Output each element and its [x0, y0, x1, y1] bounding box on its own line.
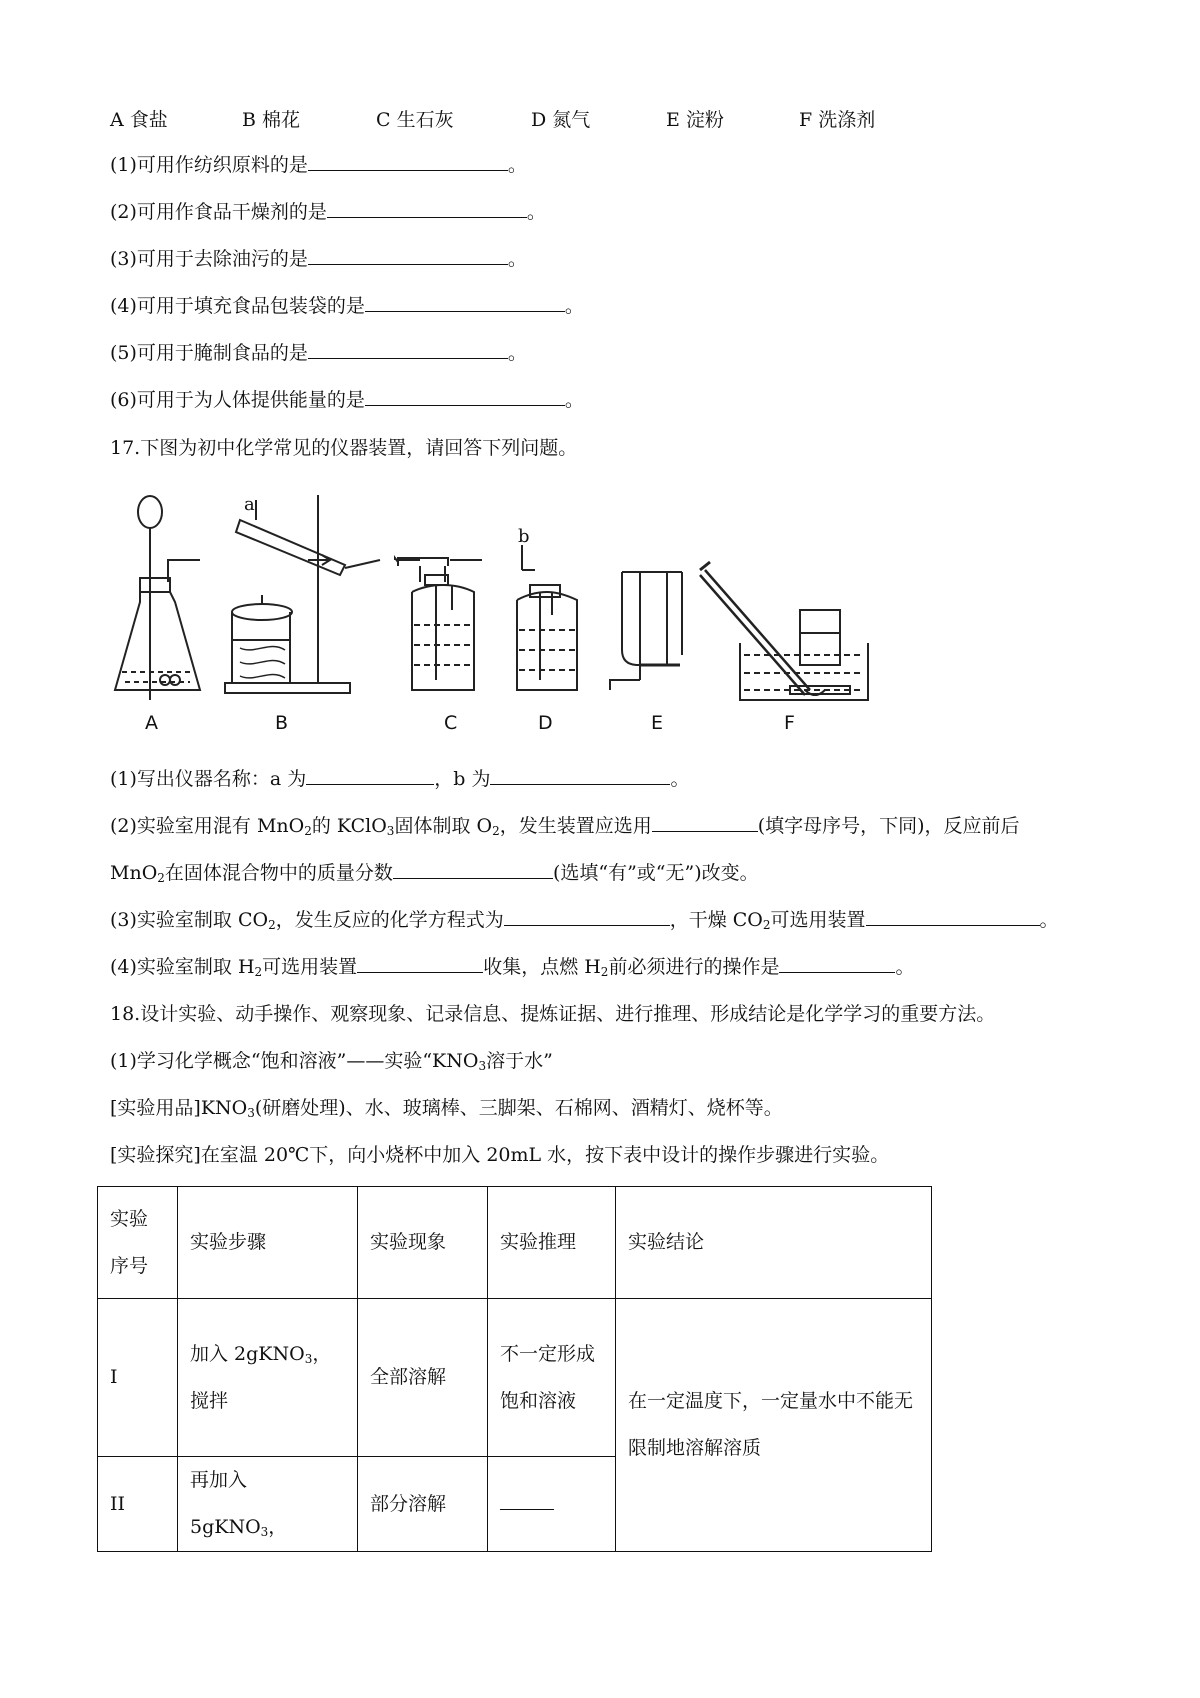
row-number: I — [98, 1299, 178, 1457]
experiment-table — [97, 1186, 932, 1552]
apparatus-f-trough — [700, 562, 868, 700]
q17-part-2: (2)实验室用混有 MnO$_2$的 KClO$_3$固体制取 $O_2$，发生装置应选用 (填字母序号，下同)，反应前后 — [110, 815, 1020, 838]
q16-item-3: (3)可用于去除油污的是 。 — [110, 248, 527, 270]
q17-part-3: (3)实验室制取 $CO_2$，发生反应的化学方程式为 ，干燥 $CO_2$可选用装置 。 — [110, 909, 1059, 932]
q17-part-1: (1)写出仪器名称：a 为 ，b 为 。 — [110, 768, 690, 790]
q18-part-1: (1)学习化学概念“饱和溶液”——实验“$KNO_3$溶于水” — [110, 1050, 553, 1073]
apparatus-c-bottle — [395, 558, 482, 690]
marker-b: b — [518, 526, 530, 547]
q16-item-4: (4)可用于填充食品包装袋的是 。 — [110, 295, 584, 317]
q16-item-1: (1)可用作纺织原料的是 。 — [110, 154, 527, 176]
q16-item-2: (2)可用作食品干燥剂的是 。 — [110, 201, 546, 223]
option-a: A 食盐 — [110, 109, 168, 131]
q17-part-4: (4)实验室制取 $H_2$可选用装置 收集，点燃 $H_2$前必须进行的操作是 。 — [110, 956, 915, 979]
apparatus-figure — [0, 0, 1200, 760]
option-d: D 氮气 — [531, 109, 591, 131]
row-number: II — [98, 1457, 178, 1552]
option-b: B 棉花 — [242, 109, 301, 131]
q18-materials: [实验用品]$KNO_3$(研磨处理)、水、玻璃棒、三脚架、石棉网、酒精灯、烧杯等。 — [110, 1097, 783, 1120]
header-cell: 实验步骤 — [178, 1187, 358, 1299]
conclusion-cell: 在一定温度下，一定量水中不能无限制地溶解溶质 — [616, 1299, 932, 1552]
marker-a: a — [244, 494, 255, 515]
figure-label-c: C — [444, 712, 458, 734]
answer-blank[interactable] — [866, 907, 1040, 926]
q16-item-6: (6)可用于为人体提供能量的是 。 — [110, 389, 584, 411]
q17-part-2-cont: MnO$_2$在固体混合物中的质量分数 (选填“有”或“无”)改变。 — [110, 862, 759, 885]
apparatus-d-bottle — [517, 545, 577, 690]
table-row — [98, 1299, 932, 1457]
answer-blank[interactable] — [779, 954, 895, 973]
figure-label-a: A — [145, 712, 158, 734]
answer-blank[interactable] — [652, 813, 758, 832]
row-inference[interactable] — [488, 1457, 616, 1552]
figure-label-f: F — [784, 712, 795, 734]
answer-blank[interactable] — [306, 766, 434, 785]
figure-label-d: D — [538, 712, 553, 734]
figure-label-b: B — [275, 712, 289, 734]
apparatus-e-inverted-bottle — [610, 572, 682, 690]
row-phenomenon: 全部溶解 — [358, 1299, 488, 1457]
option-c: C 生石灰 — [376, 109, 454, 131]
row-step: 再加入 5gKNO$_3$， — [178, 1457, 358, 1552]
row-phenomenon: 部分溶解 — [358, 1457, 488, 1552]
answer-blank[interactable] — [393, 860, 553, 879]
row-inference: 不一定形成饱和溶液 — [488, 1299, 616, 1457]
option-e: E 淀粉 — [666, 109, 724, 131]
header-cell: 实验序号 — [98, 1187, 178, 1299]
answer-blank[interactable] — [504, 907, 670, 926]
apparatus-a-flask — [115, 496, 200, 700]
header-cell: 实验结论 — [616, 1187, 932, 1299]
option-f: F 洗涤剂 — [799, 109, 876, 131]
q16-item-5: (5)可用于腌制食品的是 。 — [110, 342, 527, 364]
answer-blank[interactable] — [500, 1491, 554, 1510]
apparatus-b-heater — [225, 495, 380, 693]
answer-blank[interactable] — [490, 766, 670, 785]
q17-stem: 17.下图为初中化学常见的仪器装置，请回答下列问题。 — [110, 437, 578, 459]
figure-label-e: E — [651, 712, 664, 734]
header-cell: 实验推理 — [488, 1187, 616, 1299]
q18-explore: [实验探究]在室温 20℃下，向小烧杯中加入 20mL 水，按下表中设计的操作步骤进行实验。 — [110, 1144, 890, 1166]
answer-blank[interactable] — [357, 954, 483, 973]
header-cell: 实验现象 — [358, 1187, 488, 1299]
q18-stem: 18.设计实验、动手操作、观察现象、记录信息、提炼证据、进行推理、形成结论是化学学习的重要方法。 — [110, 1003, 996, 1025]
table-header-row — [98, 1187, 932, 1299]
row-step: 加入 2gKNO$_3$，搅拌 — [178, 1299, 358, 1457]
